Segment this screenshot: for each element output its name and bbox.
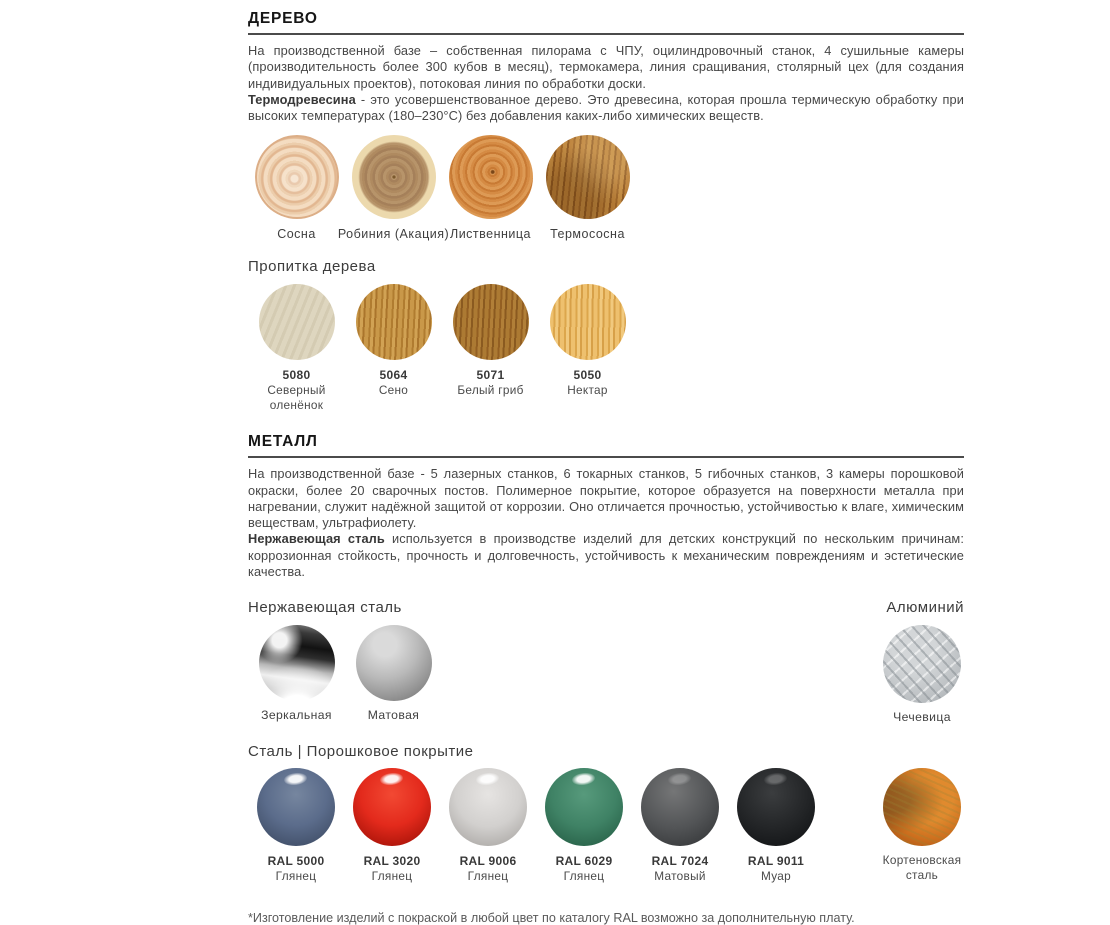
swatch-5050 <box>539 284 636 398</box>
swatch-ral6029 <box>536 768 632 884</box>
ral5000-code: RAL 5000 <box>267 853 325 868</box>
ral3020-code: RAL 3020 <box>363 853 421 868</box>
pine-label: Сосна <box>277 227 316 242</box>
wood-paragraph-text: На производственной базе – собственная пилорама с ЧПУ, оцилиндровочный станок, 4 сушильные камеры (производительность более 300 кубов в месяц), термокамера, линия сращивания, столярный цех (для создания индивидуальных проектов), потоковая линия по обработки доски. <box>248 43 964 91</box>
impregnation-5064-swatch-image <box>356 284 432 360</box>
impregnation-title: Пропитка дерева <box>248 258 376 276</box>
matte-steel-swatch-image <box>356 625 432 701</box>
impregnation-5050-swatch-image <box>550 284 626 360</box>
matte-steel-label: Матовая <box>367 708 420 723</box>
swatch-lentil-aluminium <box>880 625 964 726</box>
swatch-5080 <box>248 284 345 413</box>
thermopine-swatch-image <box>546 135 630 219</box>
larch-label: Лиственница <box>449 227 531 242</box>
impregnation-5071-name: Белый гриб <box>457 383 524 398</box>
impregnation-5050-name: Нектар <box>567 383 608 398</box>
ral3020-finish: Глянец <box>371 868 413 883</box>
impregnation-5071-swatch-image <box>453 284 529 360</box>
section-divider <box>248 33 964 35</box>
corten-swatch-image <box>883 768 961 846</box>
ral5000-finish: Глянец <box>275 868 317 883</box>
ral9011-swatch-image <box>737 768 815 846</box>
ral9011-finish: Муар <box>760 868 792 883</box>
swatch-5071 <box>442 284 539 398</box>
thermopine-label: Термососна <box>550 227 625 242</box>
robinia-label: Робиния (Акация) <box>337 227 450 242</box>
larch-swatch-image <box>449 135 533 219</box>
swatch-ral3020 <box>344 768 440 884</box>
ral9006-finish: Глянец <box>467 868 509 883</box>
metal-paragraph <box>248 466 964 580</box>
swatch-ral5000 <box>248 768 344 884</box>
metal-section <box>248 433 964 924</box>
mirror-steel-label: Зеркальная <box>261 708 332 723</box>
swatch-ral9006 <box>440 768 536 884</box>
ral6029-swatch-image <box>545 768 623 846</box>
stainless-term: Нержавеющая сталь <box>248 531 385 547</box>
ral9006-code: RAL 9006 <box>459 853 517 868</box>
stainless-row <box>248 625 964 726</box>
corten-label: Кортеновская сталь <box>882 852 962 882</box>
pine-swatch-image <box>255 135 339 219</box>
swatch-matte-steel <box>345 625 442 724</box>
impregnation-5064-name: Сено <box>378 383 409 398</box>
impregnation-5064-code: 5064 <box>379 368 408 383</box>
impregnation-5080-swatch-image <box>259 284 335 360</box>
swatch-pine <box>248 135 345 241</box>
wood-section-title: ДЕРЕВО <box>248 10 318 27</box>
metal-paragraph-text: На производственной базе - 5 лазерных станков, 6 токарных станков, 5 гибочных станков, 3 камеры порошковой окраски, более 20 сварочных постов. Полимерное покрытие, которое образуется на поверхности металла при нагревании, служит надёжной защитой от коррозии. Оно отличается прочностью, устойчивостью к влаге, химическим веществам, ультрафиолету. <box>248 466 964 531</box>
ral7024-finish: Матовый <box>654 868 706 883</box>
ral-footnote: *Изготовление изделий с покраской в любой цвет по каталогу RAL возможно за дополнительную плату. <box>248 910 855 925</box>
aluminium-title: Алюминий <box>886 599 964 617</box>
swatch-ral9011 <box>728 768 824 884</box>
thermowood-term: Термодревесина <box>248 91 356 107</box>
impregnation-5050-code: 5050 <box>573 368 602 383</box>
stainless-title: Нержавеющая сталь <box>248 599 402 617</box>
impregnation-5071-code: 5071 <box>476 368 505 383</box>
ral5000-swatch-image <box>257 768 335 846</box>
ral6029-code: RAL 6029 <box>555 853 613 868</box>
swatch-robinia <box>337 135 450 242</box>
impregnation-row <box>248 284 964 413</box>
robinia-swatch-image <box>352 135 436 219</box>
catalog-page <box>248 10 964 925</box>
section-divider <box>248 456 964 458</box>
ral7024-code: RAL 7024 <box>651 853 709 868</box>
ral3020-swatch-image <box>353 768 431 846</box>
ral6029-finish: Глянец <box>563 868 605 883</box>
wood-paragraph <box>248 43 964 124</box>
lentil-aluminium-swatch-image <box>883 625 961 703</box>
powder-coating-title: Сталь | Порошковое покрытие <box>248 742 474 760</box>
swatch-larch <box>442 135 539 241</box>
swatch-corten <box>880 768 964 883</box>
powder-coating-row <box>248 768 964 884</box>
swatch-thermopine <box>539 135 636 241</box>
thermowood-text: - это усовершенствованное дерево. Это древесина, которая прошла термическую обработку при высоких температурах (180–230°С) без добавления каких-либо химических веществ. <box>248 91 964 123</box>
wood-species-row <box>248 135 964 241</box>
ral9006-swatch-image <box>449 768 527 846</box>
impregnation-5080-name: Северный оленёнок <box>267 383 326 413</box>
ral9011-code: RAL 9011 <box>747 853 805 868</box>
stainless-text: используется в производстве изделий для детских конструкций по нескольким причинам: коррозионная стойкость, прочность и долговечность, устойчивость к механическим повреждениям и эстетические качества. <box>248 531 964 579</box>
mirror-steel-swatch-image <box>259 625 335 701</box>
swatch-5064 <box>345 284 442 398</box>
lentil-aluminium-label: Чечевица <box>893 710 951 725</box>
swatch-ral7024 <box>632 768 728 884</box>
metal-section-title: МЕТАЛЛ <box>248 433 318 451</box>
stainless-aluminium-header <box>248 599 964 616</box>
impregnation-5080-code: 5080 <box>282 368 311 383</box>
wood-section <box>248 10 964 413</box>
swatch-mirror-steel <box>248 625 345 724</box>
ral7024-swatch-image <box>641 768 719 846</box>
